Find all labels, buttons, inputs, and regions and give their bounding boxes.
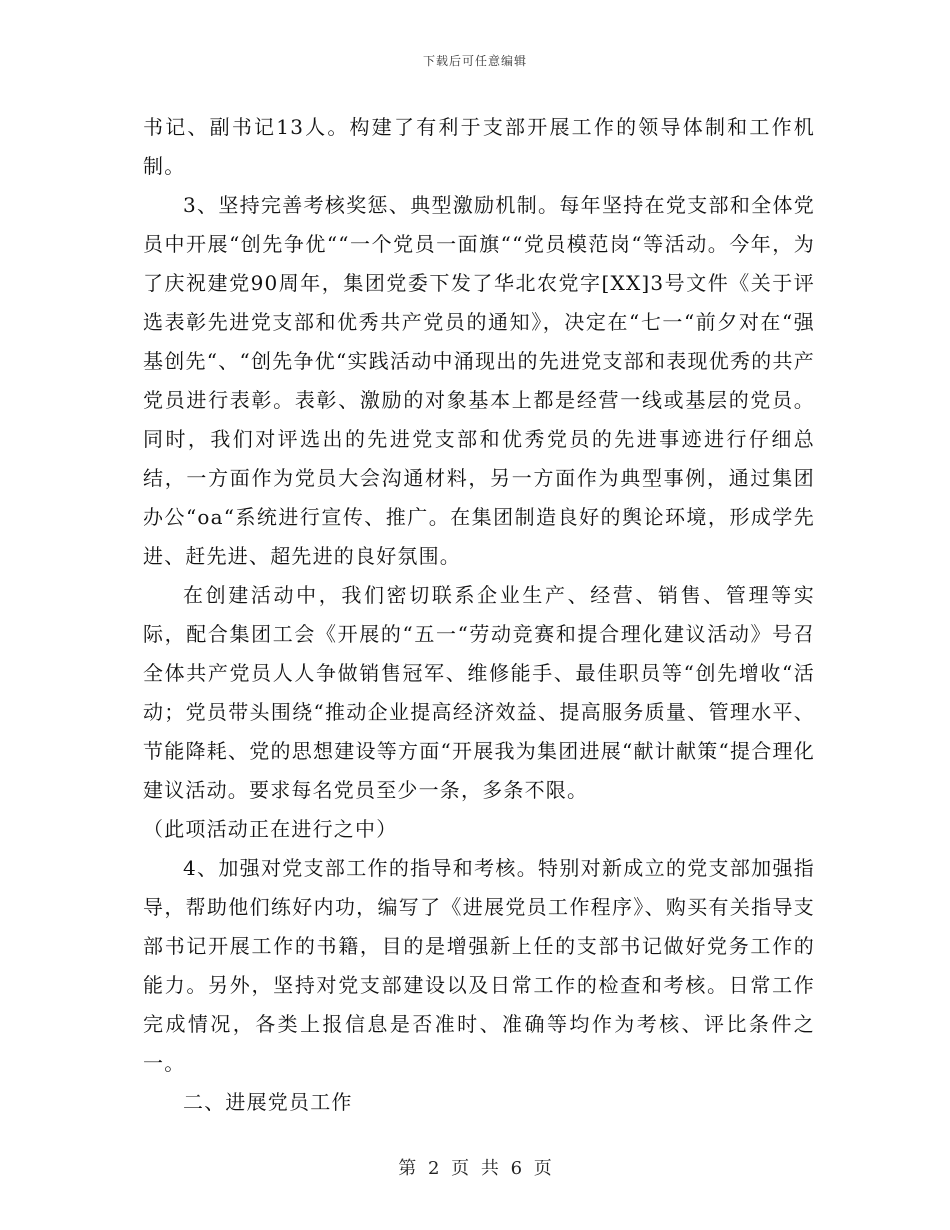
page-header: 下载后可任意编辑: [422, 54, 527, 68]
paragraph-continuation: 书记、副书记13人。构建了有利于支部开展工作的领导体制和工作机制。: [143, 115, 815, 178]
section-heading: 二、进展党员工作: [183, 1090, 353, 1114]
page-footer: 第 2 页 共 6 页: [398, 1158, 552, 1179]
paragraph-item-3: 3、坚持完善考核奖惩、典型激励机制。每年坚持在党支部和全体党员中开展“创先争优““一个党员一面旗““党员模范岗“等活动。今年，为了庆祝建党90周年，集团党委下发了华北农党字[XX]3号文件《关于评选表彰先进党支部和优秀共产党员的通知》，决定在“七一“前夕对在“强基创先“、“创先争优“实践活动中涌现出的先进党支部和表现优秀的共产党员进行表彰。表彰、激励的对象基本上都是经营一线或基层的党员。同时，我们对评选出的先进党支部和优秀党员的先进事迹进行仔细总结，一方面作为党员大会沟通材料，另一方面作为典型事例，通过集团办公“oa“系统进行宣传、推广。在集团制造良好的舆论环境，形成学先进、赶先进、超先进的良好氛围。: [143, 193, 815, 568]
paragraph-note: （此项活动正在进行之中）: [143, 817, 398, 841]
paragraph-activities: 在创建活动中，我们密切联系企业生产、经营、销售、管理等实际，配合集团工会《开展的“五一“劳动竞赛和提合理化建议活动》号召全体共产党员人人争做销售冠军、维修能手、最佳职员等“创先增收“活动；党员带头围绕“推动企业提高经济效益、提高服务质量、管理水平、节能降耗、党的思想建设等方面“开展我为集团进展“献计献策“提合理化建议活动。要求每名党员至少一条，多条不限。: [143, 583, 815, 802]
document-body: [143, 108, 815, 1122]
paragraph-item-4: 4、加强对党支部工作的指导和考核。特别对新成立的党支部加强指导，帮助他们练好内功，编写了《进展党员工作程序》、购买有关指导支部书记开展工作的书籍，目的是增强新上任的支部书记做好党务工作的能力。另外，坚持对党支部建设以及日常工作的检查和考核。日常工作完成情况，各类上报信息是否准时、准确等均作为考核、评比条件之一。: [143, 856, 815, 1075]
